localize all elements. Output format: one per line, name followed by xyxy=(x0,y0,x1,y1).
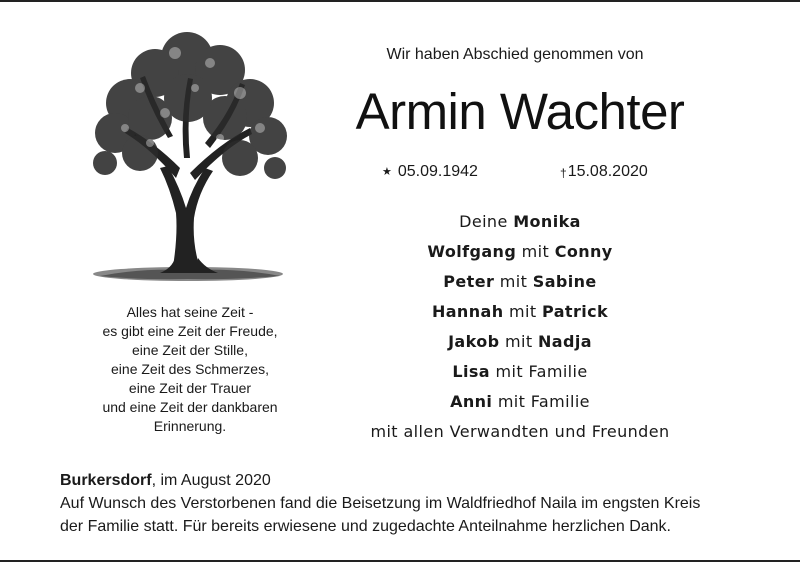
mourner-name: Hannah xyxy=(431,302,504,321)
mourner-suffix: mit Familie xyxy=(495,362,588,381)
mourner-name: Wolfgang xyxy=(427,242,517,261)
mourner-connector: mit xyxy=(509,302,537,321)
bottom-border xyxy=(0,560,800,562)
mourner-closing: mit allen Verwandten und Freunden xyxy=(370,422,670,441)
top-border xyxy=(0,0,800,2)
intro-text: Wir haben Abschied genommen von xyxy=(386,46,644,63)
birth-date-value: 05.09.1942 xyxy=(397,163,478,180)
mourner-row xyxy=(330,357,710,387)
tree-icon xyxy=(80,18,295,288)
mourner-connector: mit xyxy=(521,242,550,261)
poem-line: eine Zeit der Stille, xyxy=(132,342,248,358)
poem-line: und eine Zeit der dankbaren xyxy=(102,399,278,415)
thanks-line: der Familie statt. Für bereits erwiesene und zugedachte Anteilnahme herzlichen Dank. xyxy=(60,518,671,535)
poem-line: eine Zeit der Trauer xyxy=(128,380,252,396)
mourner-row xyxy=(330,267,710,297)
poem-line: es gibt eine Zeit der Freude, xyxy=(102,323,278,339)
birth-date xyxy=(382,163,478,181)
mourner-name: Jakob xyxy=(448,332,500,351)
cross-icon: † xyxy=(560,166,567,180)
poem xyxy=(55,303,325,436)
poem-line: eine Zeit des Schmerzes, xyxy=(111,361,269,377)
mourner-connector: mit xyxy=(499,272,528,291)
mourner-name: Lisa xyxy=(452,362,490,381)
mourners-list xyxy=(330,207,710,447)
deceased-name: Armin Wachter xyxy=(355,83,685,140)
mourner-row xyxy=(330,417,710,447)
mourner-suffix: mit Familie xyxy=(497,392,590,411)
life-dates xyxy=(370,163,670,187)
mourner-partner: Patrick xyxy=(542,302,609,321)
death-date-value: 15.08.2020 xyxy=(567,163,648,180)
mourner-row xyxy=(330,297,710,327)
death-date xyxy=(560,163,648,181)
poem-line: Alles hat seine Zeit - xyxy=(126,304,254,320)
poem-line: Erinnerung. xyxy=(153,418,227,434)
mourner-row xyxy=(330,327,710,357)
mourner-row xyxy=(330,207,710,237)
mourner-name: Peter xyxy=(443,272,495,291)
place-name: Burkersdorf xyxy=(60,472,152,489)
date-text: , im August 2020 xyxy=(151,472,271,489)
burial-note-line: Auf Wunsch des Verstorbenen fand die Beisetzung im Waldfriedhof Naila im engsten Kreis xyxy=(60,495,701,512)
mourner-partner: Sabine xyxy=(532,272,597,291)
footer-text xyxy=(60,469,760,538)
mourner-row xyxy=(330,387,710,417)
mourner-partner: Nadja xyxy=(538,332,592,351)
mourner-prefix: Deine xyxy=(459,212,508,231)
mourner-connector: mit xyxy=(504,332,533,351)
mourner-name: Anni xyxy=(450,392,493,411)
place-date-line xyxy=(60,469,760,492)
mourner-name: Monika xyxy=(513,212,581,231)
star-icon: ★ xyxy=(382,166,392,178)
mourner-row xyxy=(330,237,710,267)
mourner-partner: Conny xyxy=(554,242,613,261)
